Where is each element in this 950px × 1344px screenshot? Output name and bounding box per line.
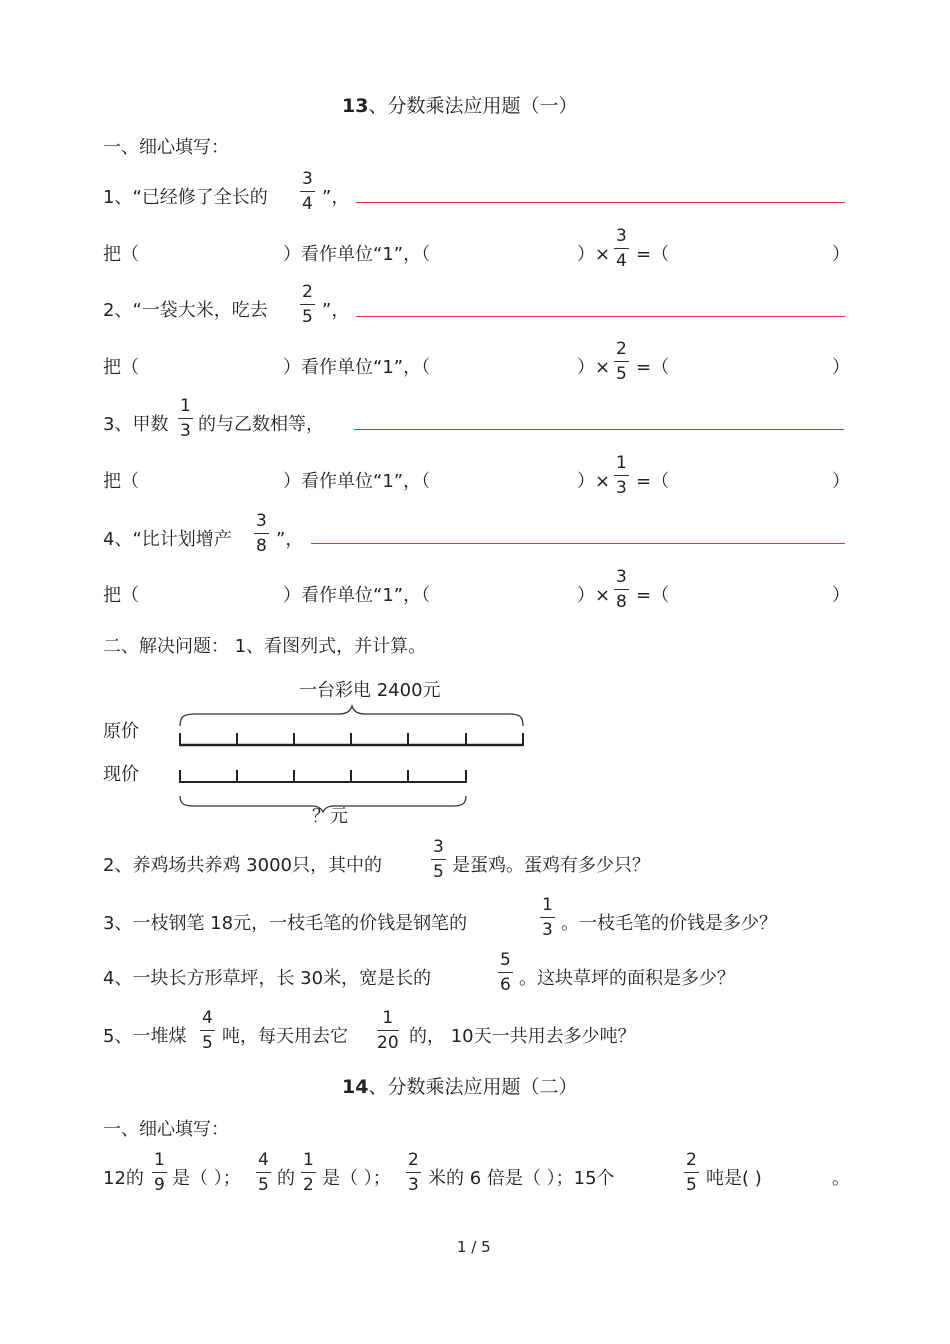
title-text-2: 、分数乘法应用题（二） [368, 1076, 578, 1098]
page-title-2 [342, 1072, 577, 1099]
page-title [342, 91, 577, 118]
q4-fill-mid: ）看作单位“1”，（ [283, 585, 431, 606]
q1-fill-open: 把（ [103, 244, 139, 265]
fill-line-t5: 米的 6 倍是（ ）；15个 [428, 1168, 615, 1189]
fill-line-t7: 。 [832, 1168, 850, 1189]
title-number-2: 14 [342, 1076, 369, 1098]
problem-5-text: 5、一堆煤 [103, 1026, 187, 1047]
q4-fill-fraction: 3 8 [616, 567, 627, 612]
problem-4-fraction: 5 6 [500, 950, 511, 995]
q2-fraction: 2 5 [302, 282, 313, 327]
q3-text: 3、甲数 [103, 414, 169, 435]
fill-line-fraction-2: 4 5 [258, 1150, 269, 1195]
q4-fill-eq: =（ [636, 585, 670, 606]
fill-line-fraction-4: 2 3 [408, 1150, 419, 1195]
fill-line-t1: 12的 [103, 1168, 144, 1189]
q1-fill-fraction: 3 4 [616, 226, 627, 271]
q1-fill-close: ） [832, 244, 850, 265]
q3-fraction: 1 3 [180, 396, 191, 441]
fill-line-t3: 的 [277, 1168, 295, 1189]
problem-2-text-end: 是蛋鸡。蛋鸡有多少只？ [452, 855, 650, 876]
problem-3-text-end: 。一枝毛笔的价钱是多少？ [561, 913, 777, 934]
q2-fill-times: ）× [577, 357, 611, 378]
q4-fraction: 3 8 [256, 511, 267, 556]
q3-fill-open: 把（ [103, 471, 139, 492]
title-text: 、分数乘法应用题（一） [368, 95, 578, 117]
section-heading-fill: 一、细心填写： [103, 137, 229, 158]
problem-2-text: 2、养鸡场共养鸡 3000只，其中的 [103, 855, 382, 876]
q2-fill-eq: =（ [636, 357, 670, 378]
q1-fill-mid: ）看作单位“1”，（ [283, 244, 431, 265]
q2-fill-mid: ）看作单位“1”，（ [283, 357, 431, 378]
q4-answer-line[interactable] [311, 543, 845, 544]
q2-answer-line[interactable] [356, 316, 845, 317]
q3-fill-close: ） [832, 471, 850, 492]
q3-fill-mid: ）看作单位“1”，（ [283, 471, 431, 492]
page-number: 1 / 5 [457, 1238, 491, 1256]
q2-fill-open: 把（ [103, 357, 139, 378]
diagram-unknown-label: ？元 [312, 806, 348, 827]
q3-answer-line[interactable] [354, 429, 844, 430]
fill-line-fraction-1: 1 9 [154, 1150, 165, 1195]
fill-line-fraction-5: 2 5 [686, 1150, 697, 1195]
diagram-original-label: 原价 [103, 721, 139, 742]
q4-text-end: ”， [276, 529, 304, 550]
problem-2-fraction: 3 5 [433, 837, 444, 882]
section-heading-solve: 二、解决问题： 1、看图列式，并计算。 [103, 636, 427, 657]
problem-3-fraction: 1 3 [542, 895, 553, 940]
q2-fill-fraction: 2 5 [616, 339, 627, 384]
q1-text: 1、“已经修了全长的 [103, 187, 268, 208]
problem-4-text-end: 。这块草坪的面积是多少？ [519, 968, 735, 989]
q2-fill-close: ） [832, 357, 850, 378]
q1-fill-eq: =（ [636, 244, 670, 265]
q3-fill-eq: =（ [636, 471, 670, 492]
q1-fraction: 3 4 [302, 169, 313, 214]
fill-line-t2: 是（ ）； [172, 1168, 241, 1189]
fill-line-t4: 是（ ）； [322, 1168, 391, 1189]
diagram-total-label: 一台彩电 2400元 [299, 680, 441, 701]
q3-fill-fraction: 1 3 [616, 453, 627, 498]
problem-4-text: 4、一块长方形草坪，长 30米，宽是长的 [103, 968, 432, 989]
problem-5-text-mid: 吨，每天用去它 [222, 1026, 348, 1047]
fill-line-t6: 吨是( ) [706, 1168, 762, 1189]
q4-text: 4、“比计划增产 [103, 529, 232, 550]
q2-text-end: ”， [322, 300, 350, 321]
top-brace [180, 706, 523, 726]
q3-fill-times: ）× [577, 471, 611, 492]
q4-fill-open: 把（ [103, 585, 139, 606]
problem-5-fraction-2: 1 20 [377, 1008, 399, 1053]
section-heading-fill-2: 一、细心填写： [103, 1119, 229, 1140]
diagram-current-label: 现价 [103, 764, 139, 785]
q1-text-end: ”， [322, 187, 350, 208]
q1-fill-times: ）× [577, 244, 611, 265]
problem-3-text: 3、一枝钢笔 18元，一枝毛笔的价钱是钢笔的 [103, 913, 468, 934]
problem-5-fraction-1: 4 5 [202, 1008, 213, 1053]
fill-line-fraction-3: 1 2 [303, 1150, 314, 1195]
q1-answer-line[interactable] [356, 202, 845, 203]
q2-text: 2、“一袋大米，吃去 [103, 300, 268, 321]
problem-5-text-end: 的， 10天一共用去多少吨？ [409, 1026, 636, 1047]
title-number: 13 [342, 95, 369, 117]
q4-fill-times: ）× [577, 585, 611, 606]
q3-text-end: 的与乙数相等， [198, 414, 324, 435]
q4-fill-close: ） [832, 585, 850, 606]
